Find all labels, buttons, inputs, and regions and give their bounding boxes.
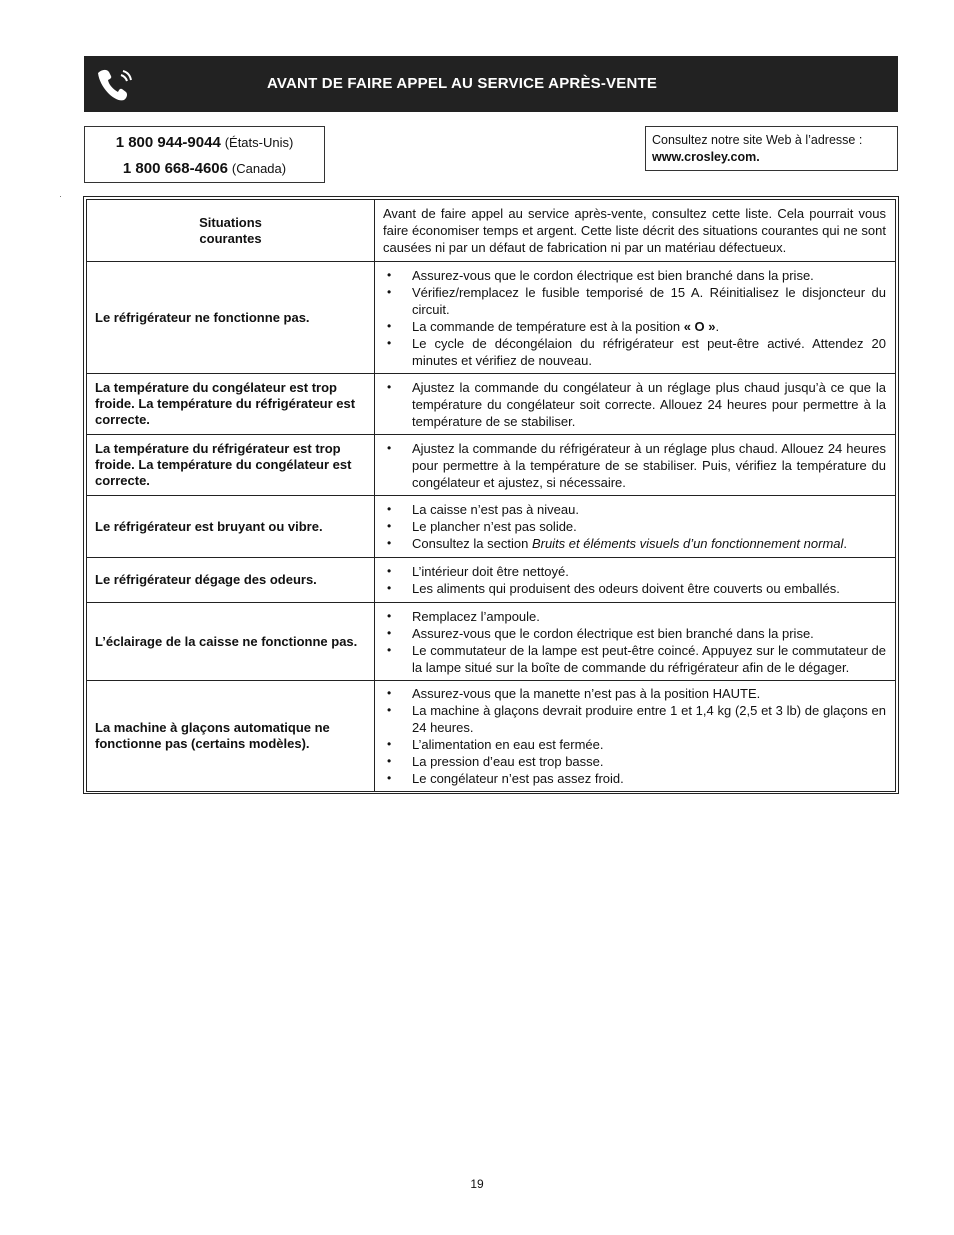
list-item: • La machine à glaçons devrait produire entre 1 et 1,4 kg (2,5 et 3 lb) de glaçons en 24 heures.: [383, 702, 886, 736]
section-reference: Bruits et éléments visuels d’un fonctionnement normal: [531, 536, 844, 551]
situation-cell: Le réfrigérateur dégage des odeurs.: [87, 558, 375, 603]
list-item: • Le plancher n’est pas solide.: [383, 518, 886, 535]
list-item: • Assurez-vous que la manette n’est pas à la position HAUTE.: [383, 685, 886, 702]
list-item: • Assurez-vous que le cordon électrique est bien branché dans la prise.: [383, 267, 886, 284]
header-banner: [84, 56, 898, 112]
solution-cell: [375, 374, 896, 435]
list-item: • La pression d’eau est trop basse.: [383, 753, 886, 770]
troubleshooting-table: [86, 199, 896, 792]
page-number: 19: [470, 1177, 484, 1191]
list-item: • L’intérieur doit être nettoyé.: [383, 563, 886, 580]
list-item: • Assurez-vous que le cordon électrique est bien branché dans la prise.: [383, 625, 886, 642]
solution-cell: [375, 262, 896, 374]
list-item: • L’alimentation en eau est fermée.: [383, 736, 886, 753]
position-label: « O »: [683, 318, 716, 334]
list-item: • Les aliments qui produisent des odeurs doivent être couverts ou emballés.: [383, 580, 886, 597]
list-item: • Remplacez l’ampoule.: [383, 608, 886, 625]
intro-cell: [375, 200, 896, 262]
solution-list: [383, 379, 886, 430]
website-box: [645, 126, 898, 171]
phone-us-label: (États-Unis): [224, 135, 294, 150]
website-text: Consultez notre site Web à l’adresse :: [652, 133, 863, 147]
list-item: • Vérifiez/remplacez le fusible temporisé de 15 A. Réinitialisez le disjoncteur du circuit.: [383, 284, 886, 318]
situations-header: [87, 200, 375, 262]
situation-cell: L’éclairage de la caisse ne fonctionne pas.: [87, 603, 375, 681]
telephone-handset-icon: [94, 67, 134, 103]
solution-list: [383, 440, 886, 491]
table-row: [87, 496, 896, 558]
phone-us-line: [85, 134, 324, 151]
solution-cell: [375, 603, 896, 681]
table-row: [87, 681, 896, 792]
list-item-end: .: [843, 536, 848, 551]
phone-ca-number: 1 800 668-4606: [122, 160, 228, 177]
stray-mark: [60, 196, 61, 197]
situation-cell: Le réfrigérateur est bruyant ou vibre.: [87, 496, 375, 558]
list-item: • Ajustez la commande du congélateur à un réglage plus chaud jusqu’à ce que la température du congélateur soit correcte. Allouez 24 heures pour permettre à la température de se stabiliser.: [383, 379, 886, 430]
list-item-text: Consultez la section: [412, 536, 532, 551]
table-row: [87, 374, 896, 435]
situations-header-text: Situations courantes: [199, 214, 262, 246]
list-item: • Le commutateur de la lampe est peut-être coincé. Appuyez sur le commutateur de la lampe situé sur la boîte de commande du réfrigérateur afin de le dégager.: [383, 642, 886, 676]
list-item: [383, 318, 886, 335]
intro-text: Avant de faire appel au service après-vente, consultez cette liste. Cela pourrait vous faire économiser temps et argent. Cette liste décrit des situations courantes qui ne sont causées ni par un défaut de fabrication ni par un matériau défectueux.: [383, 206, 886, 255]
solution-list: [383, 267, 886, 369]
list-item-end: .: [715, 318, 720, 334]
table-row: [87, 435, 896, 496]
solution-list: [383, 685, 886, 787]
situation-cell: La température du congélateur est trop froide. La température du réfrigérateur est correcte.: [87, 374, 375, 435]
phone-ca-label: (Canada): [231, 161, 287, 176]
solution-list: [383, 501, 886, 552]
phone-ca-line: [85, 160, 324, 177]
table-row: [87, 558, 896, 603]
list-item: • Le cycle de décongélaion du réfrigérateur est peut-être activé. Attendez 20 minutes et vérifiez de nouveau.: [383, 335, 886, 369]
list-item: [383, 535, 886, 552]
phone-us-number: 1 800 944-9044: [115, 134, 221, 151]
solution-cell: [375, 558, 896, 603]
table-row: [87, 262, 896, 374]
solution-cell: [375, 435, 896, 496]
troubleshooting-table-frame: [83, 196, 899, 794]
list-item: • Ajustez la commande du réfrigérateur à un réglage plus chaud. Allouez 24 heures pour permettre à la température de se stabiliser. Puis, vérifiez la température du congélateur et ajustez, si nécessaire.: [383, 440, 886, 491]
solution-list: [383, 608, 886, 676]
list-item-text: La commande de température est à la position: [412, 318, 684, 334]
table-header-row: [87, 200, 896, 262]
situation-cell: La température du réfrigérateur est trop froide. La température du congélateur est correcte.: [87, 435, 375, 496]
phone-numbers-box: [84, 126, 325, 183]
table-row: [87, 603, 896, 681]
solution-cell: [375, 681, 896, 792]
list-item: • La caisse n’est pas à niveau.: [383, 501, 886, 518]
list-item: • Le congélateur n’est pas assez froid.: [383, 770, 886, 787]
situation-cell: La machine à glaçons automatique ne fonctionne pas (certains modèles).: [87, 681, 375, 792]
solution-cell: [375, 496, 896, 558]
situation-cell: Le réfrigérateur ne fonctionne pas.: [87, 262, 375, 374]
page-title: AVANT DE FAIRE APPEL AU SERVICE APRÈS-VENTE: [267, 75, 658, 92]
website-url[interactable]: www.crosley.com.: [652, 150, 760, 164]
solution-list: [383, 563, 886, 597]
